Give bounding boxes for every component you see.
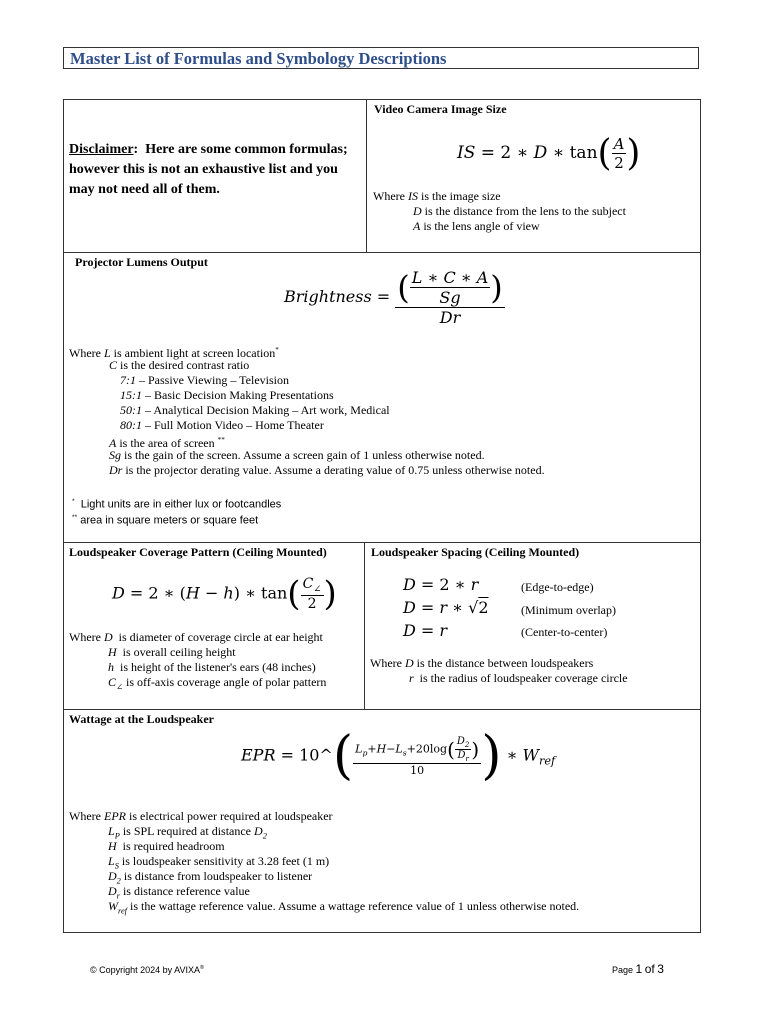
projector-c-desc: C is the desired contrast ratio — [109, 358, 250, 372]
wattage-wref-desc: $W_{ref}$ is the wattage reference value. Assume a wattage reference value of 1 unless otherwise noted. — [108, 899, 580, 916]
spacing-heading: Loudspeaker Spacing (Ceiling Mounted) — [371, 545, 580, 559]
wattage-heading: Wattage at the Loudspeaker — [69, 712, 214, 726]
camera-a-desc: A is the lens angle of view — [413, 219, 540, 233]
epr-formula: EPR = 10^( $L_p+H-L_s+20\log$( $\frac{D_2}{D_r}$ ) 10 ) ∗ $W_{ref}$ — [241, 726, 556, 786]
coverage-h-desc: H is overall ceiling height — [108, 645, 236, 659]
coverage-h2-desc: h is height of the listener's ears (48 inches) — [108, 660, 316, 674]
ratio-item: 7:1 – Passive Viewing – Television — [120, 373, 289, 387]
ratio-item: 50:1 – Analytical Decision Making – Art work, Medical — [120, 403, 390, 417]
projector-note-2: ** area in square meters or square feet — [72, 514, 259, 527]
spacing-label-center: (Center-to-center) — [521, 625, 608, 639]
title-box — [63, 47, 699, 69]
wattage-d2-desc: $D_2$ is distance from loudspeaker to listener — [108, 869, 313, 886]
brightness-formula: Brightness = ( $\frac{L ∗ C ∗ A}{Sg}$ ) Dr — [284, 268, 503, 327]
divider — [63, 709, 701, 710]
coverage-d-desc: Where D is diameter of coverage circle at ear height — [69, 630, 323, 644]
spacing-formula-overlap: D = r ∗ √2 — [403, 598, 489, 617]
projector-note-1: * Light units are in either lux or footcandles — [72, 498, 282, 511]
disclaimer-text: Here are some common formulas; however this is not an exhaustive list and you may not need all of them. — [69, 142, 348, 197]
wattage-ls-desc: $L_S$ is loudspeaker sensitivity at 3.28 feet (1 m) — [108, 854, 330, 871]
divider — [63, 542, 701, 543]
disclaimer-label: Disclaimer — [69, 142, 134, 157]
image-size-formula: IS = 2 ∗ D ∗ tan( $\frac{A}{2}$ ) — [457, 133, 641, 174]
wattage-lp-desc: $L_P$ is SPL required at distance $D_2$ — [108, 824, 267, 841]
disclaimer: Disclaimer: Here are some common formulas; however this is not an exhaustive list and you may not need all of them. — [69, 142, 348, 197]
projector-dr-desc: Dr is the projector derating value. Assume a derating value of 0.75 unless otherwise noted. — [109, 463, 545, 477]
divider — [364, 542, 365, 709]
wattage-h-desc: H is required headroom — [108, 839, 225, 853]
coverage-c-desc: $C_\angle$ is off-axis coverage angle of polar pattern — [108, 675, 327, 692]
ratio-item: 80:1 – Full Motion Video – Home Theater — [120, 418, 324, 432]
coverage-formula: D = 2 ∗ (H − h) ∗ tan( $\frac{C_\angle}{2}$ ) — [112, 574, 337, 614]
spacing-formula-edge: D = 2 ∗ r — [403, 575, 479, 594]
divider — [63, 252, 701, 253]
camera-d-desc: D is the distance from the lens to the subject — [413, 204, 626, 218]
wattage-dr-desc: $D_r$ is distance reference value — [108, 884, 250, 901]
copyright: © Copyright 2024 by AVIXA® — [90, 965, 205, 975]
coverage-heading: Loudspeaker Coverage Pattern (Ceiling Mounted) — [69, 545, 327, 559]
divider — [366, 99, 367, 252]
wattage-epr-desc: Where EPR is electrical power required at loudspeaker — [69, 809, 333, 823]
ratio-item: 15:1 – Basic Decision Making Presentations — [120, 388, 334, 402]
camera-is-desc: Where IS is the image size — [373, 189, 501, 203]
spacing-formula-center: D = r — [403, 621, 448, 640]
projector-l-desc: Where L is ambient light at screen location* — [69, 346, 279, 360]
spacing-label-overlap: (Minimum overlap) — [521, 603, 616, 617]
page-number: Page 1 of 3 — [612, 962, 664, 976]
spacing-d-desc: Where D is the distance between loudspeakers — [370, 656, 594, 670]
projector-heading: Projector Lumens Output — [75, 255, 208, 269]
spacing-r-desc: r is the radius of loudspeaker coverage circle — [409, 671, 628, 685]
spacing-label-edge: (Edge-to-edge) — [521, 580, 594, 594]
page-title: Master List of Formulas and Symbology Descriptions — [70, 49, 447, 68]
camera-heading: Video Camera Image Size — [374, 102, 507, 116]
projector-a-desc: A is the area of screen ** — [109, 436, 225, 450]
projector-sg-desc: Sg is the gain of the screen. Assume a screen gain of 1 unless otherwise noted. — [109, 448, 485, 462]
